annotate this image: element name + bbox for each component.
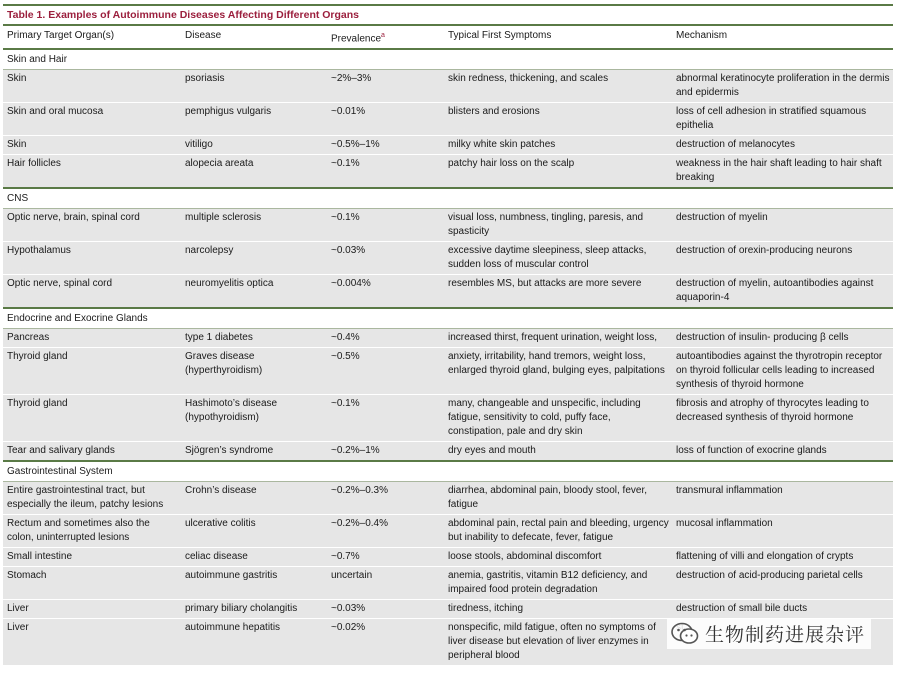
cell-prevalence: ~0.1%	[327, 155, 444, 189]
table-row	[3, 70, 893, 103]
cell-prevalence: ~0.1%	[327, 395, 444, 442]
cell-disease: celiac disease	[181, 548, 327, 567]
cell-disease: primary biliary cholangitis	[181, 600, 327, 619]
cell-prevalence: ~0.5%–1%	[327, 136, 444, 155]
table-row	[3, 548, 893, 567]
table-row	[3, 329, 893, 348]
cell-mechanism: destruction of acid-producing parietal cells	[672, 567, 893, 600]
cell-disease: type 1 diabetes	[181, 329, 327, 348]
cell-organ: Hypothalamus	[3, 242, 181, 275]
table-row	[3, 600, 893, 619]
cell-symptoms: milky white skin patches	[444, 136, 672, 155]
autoimmune-table	[3, 26, 893, 666]
cell-prevalence: ~0.1%	[327, 209, 444, 242]
cell-prevalence: uncertain	[327, 567, 444, 600]
table-body	[3, 49, 893, 666]
cell-organ: Thyroid gland	[3, 348, 181, 395]
table-row	[3, 155, 893, 189]
cell-symptoms: many, changeable and unspecific, including fatigue, sensitivity to cold, puffy face, constipation, pale and dry skin	[444, 395, 672, 442]
cell-disease: vitiligo	[181, 136, 327, 155]
section-row	[3, 308, 893, 329]
table-row	[3, 348, 893, 395]
cell-mechanism: destruction of melanocytes	[672, 136, 893, 155]
watermark-text: 生物制药进展杂评	[704, 624, 865, 646]
footnote-marker: a	[381, 32, 385, 39]
cell-disease: autoimmune gastritis	[181, 567, 327, 600]
cell-mechanism: destruction of small bile ducts	[672, 600, 893, 619]
table-row	[3, 442, 893, 462]
table-row	[3, 395, 893, 442]
table-container	[3, 4, 893, 666]
cell-symptoms: abdominal pain, rectal pain and bleeding, urgency but inability to defecate, fever, fatigue	[444, 515, 672, 548]
cell-symptoms: diarrhea, abdominal pain, bloody stool, fever, fatigue	[444, 482, 672, 515]
cell-organ: Skin	[3, 136, 181, 155]
section-row	[3, 49, 893, 70]
cell-organ: Pancreas	[3, 329, 181, 348]
cell-disease: psoriasis	[181, 70, 327, 103]
cell-disease: Sjögren’s syndrome	[181, 442, 327, 462]
cell-symptoms: blisters and erosions	[444, 103, 672, 136]
cell-disease: Graves disease (hyperthyroidism)	[181, 348, 327, 395]
table-row	[3, 515, 893, 548]
cell-symptoms: anxiety, irritability, hand tremors, weight loss, enlarged thyroid gland, bulging eyes, palpitations	[444, 348, 672, 395]
cell-symptoms: resembles MS, but attacks are more severe	[444, 275, 672, 309]
cell-mechanism: destruction of orexin-producing neurons	[672, 242, 893, 275]
header-disease: Disease	[181, 26, 327, 49]
section-heading: Endocrine and Exocrine Glands	[3, 308, 893, 329]
cell-mechanism: abnormal keratinocyte proliferation in the dermis and epidermis	[672, 70, 893, 103]
cell-symptoms: increased thirst, frequent urination, weight loss,	[444, 329, 672, 348]
cell-organ: Optic nerve, brain, spinal cord	[3, 209, 181, 242]
section-heading: CNS	[3, 188, 893, 209]
cell-prevalence: ~0.004%	[327, 275, 444, 309]
cell-symptoms: loose stools, abdominal discomfort	[444, 548, 672, 567]
cell-symptoms: patchy hair loss on the scalp	[444, 155, 672, 189]
cell-mechanism: flattening of villi and elongation of crypts	[672, 548, 893, 567]
cell-prevalence: ~0.7%	[327, 548, 444, 567]
header-symptoms: Typical First Symptoms	[444, 26, 672, 49]
cell-prevalence: ~0.2%–0.3%	[327, 482, 444, 515]
table-title-bar	[3, 4, 893, 26]
cell-mechanism: destruction of myelin, autoantibodies against aquaporin-4	[672, 275, 893, 309]
table-row	[3, 103, 893, 136]
cell-prevalence: ~0.5%	[327, 348, 444, 395]
cell-organ: Liver	[3, 619, 181, 666]
wechat-icon	[671, 622, 699, 646]
cell-organ: Skin and oral mucosa	[3, 103, 181, 136]
cell-prevalence: ~0.2%–0.4%	[327, 515, 444, 548]
cell-mechanism: destruction of insulin- producing β cells	[672, 329, 893, 348]
cell-prevalence: ~0.02%	[327, 619, 444, 666]
table-title: Table 1. Examples of Autoimmune Diseases Affecting Different Organs	[7, 9, 360, 21]
header-prevalence	[327, 26, 444, 49]
cell-symptoms: skin redness, thickening, and scales	[444, 70, 672, 103]
cell-prevalence: ~0.01%	[327, 103, 444, 136]
cell-disease: multiple sclerosis	[181, 209, 327, 242]
cell-disease: Hashimoto’s disease (hypothyroidism)	[181, 395, 327, 442]
watermark	[667, 618, 871, 649]
cell-disease: neuromyelitis optica	[181, 275, 327, 309]
header-row	[3, 26, 893, 49]
cell-disease: autoimmune hepatitis	[181, 619, 327, 666]
table-row	[3, 136, 893, 155]
cell-prevalence: ~2%–3%	[327, 70, 444, 103]
cell-symptoms: visual loss, numbness, tingling, paresis, and spasticity	[444, 209, 672, 242]
cell-symptoms: anemia, gastritis, vitamin B12 deficiency, and impaired food protein degradation	[444, 567, 672, 600]
header-organ: Primary Target Organ(s)	[3, 26, 181, 49]
cell-mechanism: loss of function of exocrine glands	[672, 442, 893, 462]
cell-organ: Thyroid gland	[3, 395, 181, 442]
cell-disease: ulcerative colitis	[181, 515, 327, 548]
section-heading: Skin and Hair	[3, 49, 893, 70]
cell-mechanism: transmural inflammation	[672, 482, 893, 515]
table-row	[3, 275, 893, 309]
table-row	[3, 242, 893, 275]
cell-mechanism: fibrosis and atrophy of thyrocytes leading to decreased synthesis of thyroid hormone	[672, 395, 893, 442]
header-mechanism: Mechanism	[672, 26, 893, 49]
cell-organ: Skin	[3, 70, 181, 103]
cell-disease: narcolepsy	[181, 242, 327, 275]
table-row	[3, 482, 893, 515]
cell-symptoms: dry eyes and mouth	[444, 442, 672, 462]
section-row	[3, 188, 893, 209]
cell-mechanism: weakness in the hair shaft leading to hair shaft breaking	[672, 155, 893, 189]
cell-organ: Tear and salivary glands	[3, 442, 181, 462]
section-row	[3, 461, 893, 482]
cell-organ: Liver	[3, 600, 181, 619]
cell-symptoms: nonspecific, mild fatigue, often no symptoms of liver disease but elevation of liver enzymes in peripheral blood	[444, 619, 672, 666]
cell-disease: Crohn’s disease	[181, 482, 327, 515]
cell-mechanism: destruction of myelin	[672, 209, 893, 242]
cell-prevalence: ~0.03%	[327, 242, 444, 275]
header-prevalence-label: Prevalence	[331, 33, 382, 45]
cell-mechanism: mucosal inflammation	[672, 515, 893, 548]
table-row	[3, 567, 893, 600]
cell-organ: Small intestine	[3, 548, 181, 567]
cell-organ: Optic nerve, spinal cord	[3, 275, 181, 309]
cell-prevalence: ~0.2%–1%	[327, 442, 444, 462]
cell-mechanism: autoantibodies against the thyrotropin receptor on thyroid follicular cells leading to increased synthesis of thyroid hormone	[672, 348, 893, 395]
cell-organ: Entire gastrointestinal tract, but especially the ileum, patchy lesions	[3, 482, 181, 515]
cell-mechanism: loss of cell adhesion in stratified squamous epithelia	[672, 103, 893, 136]
cell-organ: Rectum and sometimes also the colon, uninterrupted lesions	[3, 515, 181, 548]
table-row	[3, 209, 893, 242]
cell-symptoms: tiredness, itching	[444, 600, 672, 619]
cell-symptoms: excessive daytime sleepiness, sleep attacks, sudden loss of muscular control	[444, 242, 672, 275]
cell-prevalence: ~0.03%	[327, 600, 444, 619]
cell-prevalence: ~0.4%	[327, 329, 444, 348]
cell-organ: Hair follicles	[3, 155, 181, 189]
cell-organ: Stomach	[3, 567, 181, 600]
section-heading: Gastrointestinal System	[3, 461, 893, 482]
cell-disease: alopecia areata	[181, 155, 327, 189]
cell-disease: pemphigus vulgaris	[181, 103, 327, 136]
